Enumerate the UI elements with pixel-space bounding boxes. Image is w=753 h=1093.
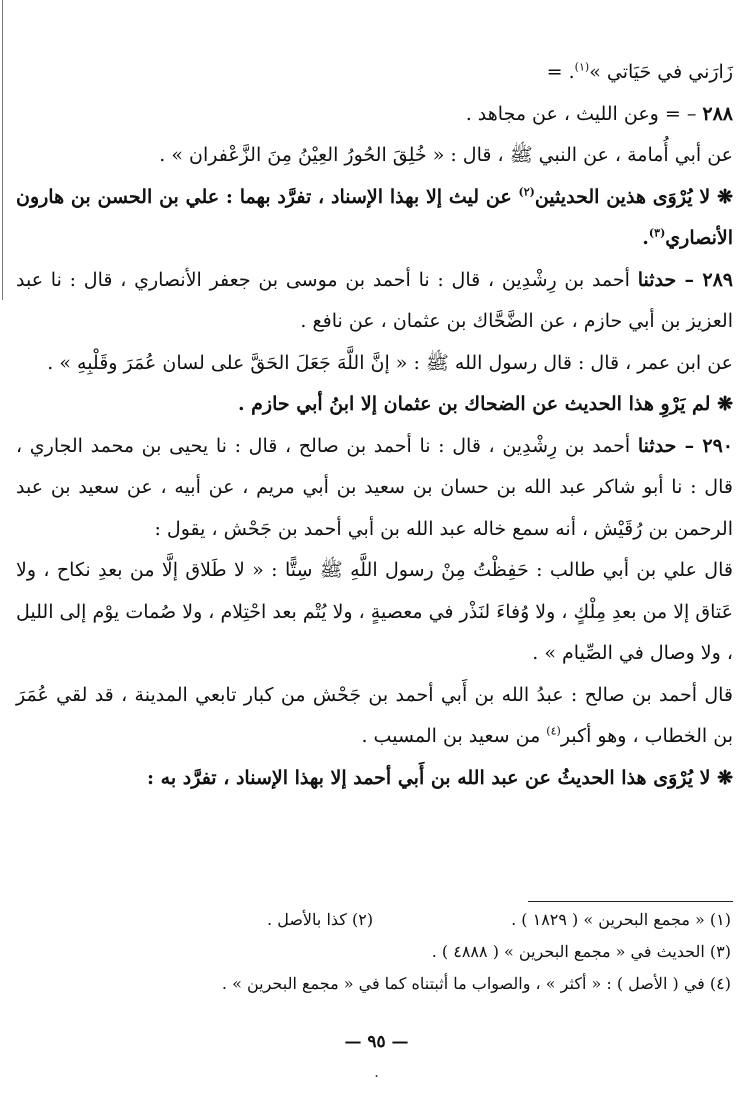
footnote-4: (٤) في ( الأصل ) : « أكثر » ، والصواب ما أثبتناه كما في « مجمع البحرين » . <box>221 974 731 993</box>
note-290 <box>16 758 733 800</box>
hadith-288 <box>16 94 733 136</box>
text: . = <box>546 61 575 83</box>
footnote-ref: (٢) <box>518 185 535 199</box>
text: أحمد بن رِشْدِين ، قال : نا أحمد بن موسى بن جعفر الأنصاري ، قال : نا عبد العزيز بن أبي حازم ، عن الضَّحَّاك بن عثمان ، عن نافع . <box>16 268 733 332</box>
footnote-divider <box>528 901 733 902</box>
spacer <box>397 904 487 936</box>
text: – = وعن الليث ، عن مجاهد . <box>465 102 703 125</box>
page-number: — ٩٥ — <box>344 1032 409 1052</box>
hadith-289 <box>16 260 733 343</box>
note-289 <box>16 384 733 426</box>
footnote-2: (٢) كذا بالأصل . <box>267 910 374 929</box>
note-288 <box>16 177 733 260</box>
text: قال علي بن أبي طالب : حَفِظْتُ مِنْ رسول اللَّهِ ﷺ سِتًّا : « لا طَلاق إلَّا من بعدِ نكاح ، ولا عَتاق إلا من بعدِ مِلْكٍ ، ولا وُفاءَ لنَذْر في معصيةٍ ، ولا يُتْم بعد احْتِلام ، ولا صُمات يوْم إلى الليل ، ولا وصال في الصِّيام » . <box>16 559 733 664</box>
hadith-290 <box>16 426 733 551</box>
text: ❋ لا يُرْوَى هذا الحديثُ عن عبد الله بن أَبي أحمد إلا بهذا الإسناد ، تفرَّد به : <box>147 766 733 789</box>
text: قال أحمد بن صالح : عبدُ الله بن أَبي أحمد بن جَحْش من كبار تابعي المدينة ، قد لقي عُمَرَ بن الخطاب ، وهو أكبر <box>16 683 733 747</box>
text: من سعيد بن المسيب . <box>361 725 547 747</box>
narration-header: – حدثنا <box>637 434 703 457</box>
footnotes <box>16 904 731 1000</box>
text: عن ليث إلا بهذا الإسناد ، تفرَّد بهما : علي بن الحسن بن هارون الأنصاري <box>16 185 733 249</box>
tail-mark: ٠ <box>372 1068 381 1084</box>
footnote-ref: (٤) <box>546 724 561 738</box>
hadith-290-matn <box>16 550 733 675</box>
text: عن ابن عمر ، قال : قال رسول الله ﷺ : « إنَّ اللَّهَ جَعَلَ الحَقَّ على لسان عُمَرَ وقَلْبِهِ » . <box>47 351 733 374</box>
text: عن أبي أُمامة ، عن النبي ﷺ ، قال : « خُلِقَ الحُورُ العِيْنُ مِنَ الزَّعْفران » . <box>159 144 733 166</box>
margin-rule <box>2 0 3 300</box>
text: . <box>642 227 649 249</box>
page-body <box>16 52 733 799</box>
footnote-row <box>16 904 731 936</box>
hadith-288-matn <box>16 135 733 177</box>
footnote-ref: (١) <box>574 60 590 74</box>
hadith-number: ٢٨٨ <box>702 102 733 125</box>
narration-header: – حدثنا <box>637 268 703 291</box>
hadith-number: ٢٩٠ <box>702 434 733 457</box>
text: زَارَني في حَيَاتي » <box>589 61 733 83</box>
hadith-number: ٢٨٩ <box>702 268 733 291</box>
hadith-290-comment <box>16 675 733 758</box>
text: أحمد بن رِشْدِين ، قال : نا أحمد بن صالح ، قال : نا يحيى بن محمد الجاري ، قال : نا أبو شاكر عبد الله بن حسان بن سعيد بن أبي مريم ، عن أبيه ، عن سعيد بن عبد الرحمن بن رُقَيْش ، أنه سمع خاله عبد الله بن أبي أحمد بن جَحْش ، يقول : <box>16 434 733 540</box>
text: ❋ لم يَرْوِ هذا الحديث عن الضحاك بن عثمان إلا ابنُ أبي حازم . <box>237 393 733 415</box>
hadith-289-matn <box>16 343 733 385</box>
footnote-ref: (٣) <box>648 226 666 240</box>
footnote-1: (١) « مجمع البحرين » ( ١٨٢٩ ) . <box>511 910 731 929</box>
footnote-3: (٣) الحديث في « مجمع البحرين » ( ٤٨٨٨ ) . <box>431 942 731 961</box>
text: ❋ لا يُرْوَى هذين الحديثين <box>534 185 733 208</box>
continued-line <box>16 52 733 94</box>
